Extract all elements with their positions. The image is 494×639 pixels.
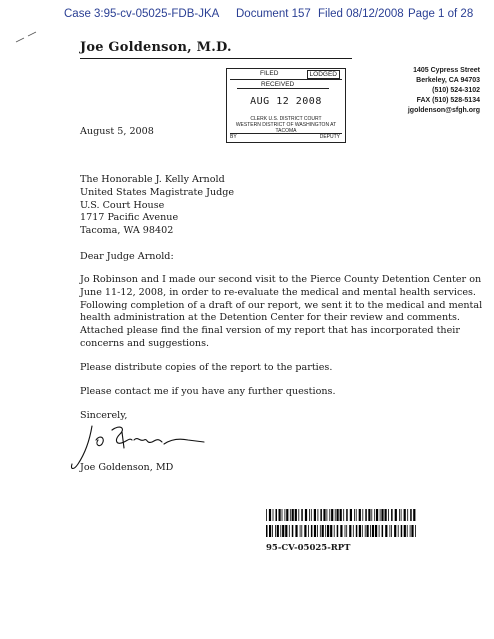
barcode-bar <box>356 525 358 537</box>
barcode-bar <box>337 509 339 521</box>
recipient-line: U.S. Court House <box>80 199 165 211</box>
barcode-bar <box>350 509 352 521</box>
page-count: Page 1 of 28 <box>408 8 474 20</box>
barcode-bar <box>305 509 307 521</box>
barcode-bar <box>413 509 415 521</box>
pen-mark <box>14 30 40 44</box>
barcode-bar <box>415 525 416 537</box>
barcode-bar <box>320 525 321 537</box>
barcode-bar <box>407 509 408 521</box>
barcode-bar <box>323 509 325 521</box>
barcode-bar <box>329 509 330 521</box>
barcode-bar <box>289 525 290 537</box>
barcode-bar <box>370 525 371 537</box>
paragraph-line: Attached please find the final version of my report that has incorporated their <box>80 325 460 337</box>
barcode-bar <box>382 525 384 537</box>
barcode-bar <box>359 525 361 537</box>
barcode-bar <box>277 525 279 537</box>
barcode-bar <box>322 525 324 537</box>
barcode-bar <box>368 509 370 521</box>
barcode-bar <box>292 509 294 521</box>
stamp-clerk-line: CLERK U.S. DISTRICT COURT <box>250 116 322 122</box>
paragraph-line: June 11-12, 2008, in order to re-evaluate the medical and mental health services. <box>80 286 476 298</box>
barcode-bar <box>385 509 387 521</box>
email-line: jgoldenson@sfgh.org <box>407 107 480 114</box>
case-number: Case 3:95-cv-05025-FDB-JKA <box>64 8 220 20</box>
barcode-bar <box>346 509 348 521</box>
barcode-bar <box>340 509 342 521</box>
barcode-bar <box>314 525 316 537</box>
barcode-bar <box>301 509 303 521</box>
barcode-bar <box>399 509 400 521</box>
barcode-bar <box>362 525 363 537</box>
barcode-bar <box>391 525 392 537</box>
barcode-bar <box>304 525 306 537</box>
barcode-bar <box>311 509 312 521</box>
phone-line: (510) 524-3102 <box>432 87 480 94</box>
barcode-bar <box>337 525 339 537</box>
barcode-bar <box>381 509 383 521</box>
barcode-bar <box>285 525 287 537</box>
barcode-bar <box>362 509 363 521</box>
barcode-bar <box>314 509 316 521</box>
barcode-bar <box>345 525 346 537</box>
letterhead-name: Joe Goldenson, M.D. <box>80 40 232 55</box>
barcode-bar <box>317 525 318 537</box>
barcode-bar <box>327 525 329 537</box>
barcode-top <box>266 509 416 521</box>
barcode-bar <box>340 525 342 537</box>
barcode-bar <box>298 509 299 521</box>
barcode-bar <box>376 509 378 521</box>
barcode-bar <box>343 509 344 521</box>
recipient-line: The Honorable J. Kelly Arnold <box>80 174 225 185</box>
barcode-bar <box>325 525 326 537</box>
barcode-bar <box>398 525 399 537</box>
barcode-bar <box>356 509 357 521</box>
fax-line: FAX (510) 528-5134 <box>416 97 480 104</box>
barcode-bar <box>365 525 366 537</box>
barcode-bar <box>353 525 354 537</box>
contact-paragraph: Please contact me if you have any further questions. <box>80 386 336 397</box>
barcode-bar <box>365 509 367 521</box>
recipient-line: Tacoma, WA 98402 <box>80 225 174 237</box>
filed-date: Filed 08/12/2008 <box>318 8 404 20</box>
paragraph-line: Jo Robinson and I made our second visit to the Pierce County Detention Center on <box>80 274 482 285</box>
barcode-bar <box>318 509 319 521</box>
barcode-bar <box>410 509 412 521</box>
barcode-bar <box>286 509 288 521</box>
barcode-bar <box>301 525 302 537</box>
signer-name: Joe Goldenson, MD <box>80 462 174 473</box>
barcode-bar <box>282 509 283 521</box>
barcode-bar <box>266 525 268 537</box>
paragraph-line: concerns and suggestions. <box>80 337 210 349</box>
stamp-filed-label: FILED <box>260 70 279 77</box>
recipient-line: United States Magistrate Judge <box>80 186 235 198</box>
barcode-bar <box>411 525 413 537</box>
barcode-bar <box>401 509 402 521</box>
barcode-bar <box>359 509 361 521</box>
barcode-bar <box>374 509 375 521</box>
barcode-bar <box>269 509 271 521</box>
barcode-bar <box>401 525 403 537</box>
barcode-bar <box>282 525 284 537</box>
barcode-bar <box>280 525 281 537</box>
barcode-bar <box>390 525 391 537</box>
address-line: 1405 Cypress Street <box>413 67 480 74</box>
barcode-bar <box>354 509 355 521</box>
barcode-bar <box>380 509 381 521</box>
barcode-bar <box>379 525 380 537</box>
barcode-bar <box>346 525 347 537</box>
letterhead-address <box>340 66 480 116</box>
barcode-bar <box>367 525 369 537</box>
letterhead-rule <box>80 58 352 59</box>
barcode-bar <box>331 509 333 521</box>
barcode-bar <box>371 509 372 521</box>
barcode-bar <box>404 525 406 537</box>
barcode-bar <box>395 509 397 521</box>
letter-date: August 5, 2008 <box>80 126 154 137</box>
salutation: Dear Judge Arnold: <box>80 251 174 262</box>
barcode-bar <box>327 509 328 521</box>
barcode-bar <box>290 509 291 521</box>
body-paragraph <box>80 274 483 351</box>
document-number: Document 157 <box>236 8 311 20</box>
barcode-bar <box>335 509 336 521</box>
barcode-bar <box>404 509 406 521</box>
barcode-bar <box>276 509 278 521</box>
barcode-bar <box>320 509 322 521</box>
stamp-by-row <box>230 133 342 140</box>
stamp-received-label: RECEIVED <box>261 81 295 88</box>
distribution-paragraph: Please distribute copies of the report to the parties. <box>80 362 333 373</box>
barcode-bar <box>309 509 310 521</box>
barcode-bar <box>407 525 408 537</box>
paragraph-line: health administration at the Detention Center for their review and comments. <box>80 312 460 324</box>
barcode-bar <box>334 525 335 537</box>
barcode-bar <box>349 525 351 537</box>
court-filing-header <box>0 8 494 26</box>
barcode-bar <box>273 509 274 521</box>
barcode-bar <box>311 525 313 537</box>
barcode-bar <box>394 525 396 537</box>
barcode-bar <box>410 525 411 537</box>
barcode-bar <box>391 509 393 521</box>
barcode-bar <box>388 509 389 521</box>
stamp-divider <box>237 88 329 89</box>
closing: Sincerely, <box>80 410 128 421</box>
stamp-date: AUG 12 2008 <box>250 96 322 107</box>
stamp-by-label: BY <box>230 134 237 140</box>
recipient-line: 1717 Pacific Avenue <box>80 212 179 224</box>
stamp-lodged-label: LODGED <box>307 70 340 79</box>
stamp-district-line: WESTERN DISTRICT OF WASHINGTON AT TACOMA <box>235 122 337 134</box>
barcode-bar <box>385 525 387 537</box>
stamp-filed-row <box>230 70 342 80</box>
barcode-bar <box>308 525 309 537</box>
barcode-bar <box>300 525 301 537</box>
barcode-bar <box>266 509 267 521</box>
stamp-clerk-text <box>227 116 345 134</box>
address-line: Berkeley, CA 94703 <box>416 77 480 84</box>
barcode-bar <box>285 509 286 521</box>
barcode-bottom <box>266 525 416 537</box>
barcode-bar <box>375 525 377 537</box>
barcode-bar <box>295 525 297 537</box>
paragraph-line: Following completion of a draft of our report, we sent it to the medical and mental <box>80 299 483 311</box>
barcode-bar <box>269 525 271 537</box>
received-stamp <box>226 68 346 143</box>
recipient-address <box>80 174 234 238</box>
barcode-bar <box>272 525 273 537</box>
barcode-bar <box>275 525 276 537</box>
barcode-bar <box>372 525 374 537</box>
barcode-bar <box>330 525 332 537</box>
barcode-bar <box>292 525 294 537</box>
stamp-deputy-label: DEPUTY <box>319 134 340 140</box>
barcode-label: 95-CV-05025-RPT <box>266 543 351 553</box>
barcode-bar <box>295 509 297 521</box>
barcode-bar <box>279 509 281 521</box>
